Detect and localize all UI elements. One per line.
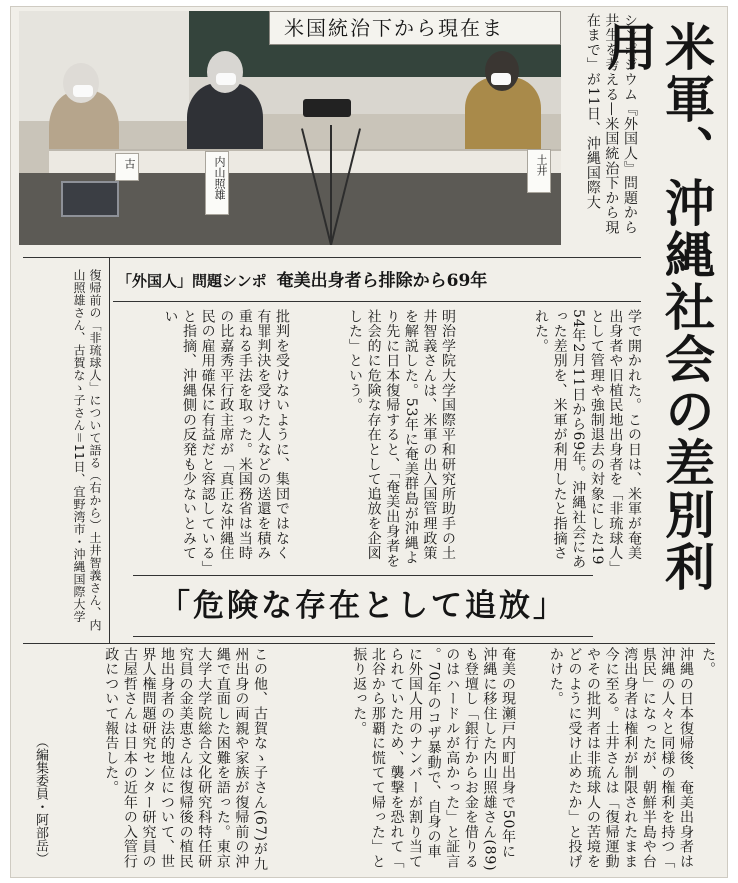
paragraph-7: この他、古賀なゝ子さん(67)が九州出身の両親や家族が復帰前の沖縄で直面した困難を語った。東京大学大学院総合文化研究科特任研究員の金美恵さんは復帰後の植民地出身者の法的地位について、世界人権問題研究センター研究員の古屋哲さんは日本の近年の入管行政について報告した。	[103, 647, 268, 872]
paragraph-3: 批判を受けないように、集団ではなく有罪判決を受けた人などの送還を積み重ねる手法を取った。米国務省は当時の比嘉秀平行政主席が「真正な沖縄住民の雇用確保に有益だと容認している」と指摘、沖縄側の反発も少ないとみてい	[162, 309, 290, 569]
photo-caption: 復帰前の「非琉球人」について語る（右から）土井智義さん、内山照雄さん、古賀なゝ子さん＝11日、宜野湾市・沖縄国際大学	[72, 269, 102, 632]
subheadline-text: 奄美出身者ら排除から69年	[276, 271, 488, 291]
symposium-photo	[19, 11, 561, 245]
nameplate-koga: 古	[115, 153, 139, 181]
nameplate-doi: 土井	[527, 149, 551, 193]
paragraph-4: た。	[700, 647, 716, 677]
paragraph-1: 学で開かれた。この日は、米軍が奄美出身者や旧植民地出身者を「非琉球人」として管理や強制退去の対象にした1954年2月11日から69年。沖縄社会にあった差別を、米軍が利用したと指摘された。	[533, 309, 642, 570]
subheadline	[117, 265, 561, 297]
laptop	[61, 181, 119, 217]
paragraph-6: 奄美の現瀬戸内町出身で50年に沖縄に移住した内山照雄さん(89)も登壇し「銀行からお金を借りるのはハードルが高かった」と証言。70年のコザ暴動で、自身の車に外国人用のナンバーが割り当てられていたため、襲撃を恐れて「北谷から那覇に慌てて帰った」と振り返った。	[351, 647, 516, 872]
headline: 米軍、沖縄社会の差別利用	[599, 21, 716, 593]
nameplate-uchiyama: 内山照雄	[205, 151, 229, 215]
subheadline-label: 「外国人」問題シンポ	[117, 272, 267, 290]
paragraph-5: 沖縄の日本復帰後、奄美出身者は沖縄の人々と同様の権利を持つ「県民」になったが、朝鮮半島や台湾出身者は権利が制限されたまま今に至る。土井さんは「復帰運動やその批判者は非琉球人の苦境をどのように受け止めたか」と投げかけた。	[547, 647, 694, 869]
tripod	[311, 107, 351, 245]
lead-text: シンポジウム『外国人』問題から共生を考える—米国統治下から現在まで」が11日、沖縄国際大	[584, 13, 638, 235]
newspaper-clipping	[10, 6, 728, 878]
callout-quote: 「危険な存在として追放」	[133, 575, 593, 637]
paragraph-2: 明治学院大学国際平和研究所助手の土井智義さんは、米軍の出入国管理政策を解説した。53年に奄美群島が沖縄より先に日本復帰すると、「奄美出身者を社会的に危険な存在として追放を企図した」という。	[347, 309, 456, 569]
photo-banner: 米国統治下から現在ま	[269, 11, 561, 45]
byline: （編集委員・阿部岳）	[33, 735, 48, 865]
